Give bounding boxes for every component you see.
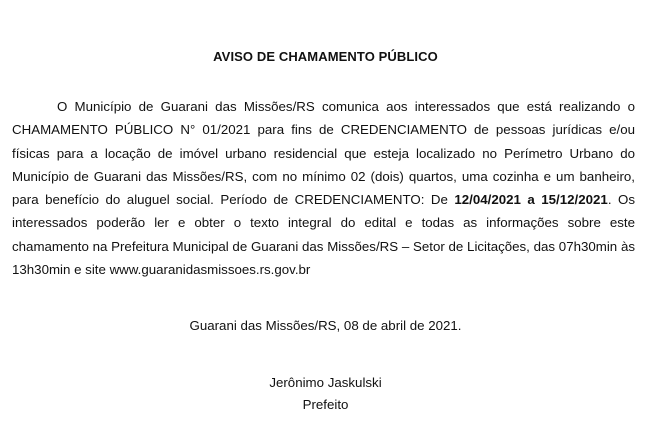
signer-role: Prefeito [302,397,349,412]
notice-body-part1: O Município de Guarani das Missões/RS comunica aos interessados que está realizando o CHAMAMENTO PÚBLICO N° 01/2021 para fins de CREDENCIAMENTO de pessoas jurídicas e/ou físicas para a locação de imóvel urbano residencial que esteja localizado no Perímetro Urbano do Município de Guarani das Missões/RS, com no mínimo 02 (dois) quartos, uma cozinha e um banheiro, para benefício do aluguel social. Período de CREDENCIAMENTO: De [12,99,635,208]
signature-block [0,372,651,416]
dateline: Guarani das Missões/RS, 08 de abril de 2021. [189,318,462,333]
notice-body-part2: . Os interessados poderão ler e obter o texto integral do edital e todas as informações sobre este chamamento na Prefeitura Municipal de Guarani das Missões/RS – Setor de Licitações, das 07h30min às 13h30min e site www.guaranidasmissoes.rs.gov.br [12,192,635,278]
signer-name: Jerônimo Jaskulski [269,375,382,390]
notice-body [12,95,635,281]
credentialing-period: 12/04/2021 a 15/12/2021 [454,192,608,208]
notice-title: AVISO DE CHAMAMENTO PÚBLICO [213,49,438,64]
